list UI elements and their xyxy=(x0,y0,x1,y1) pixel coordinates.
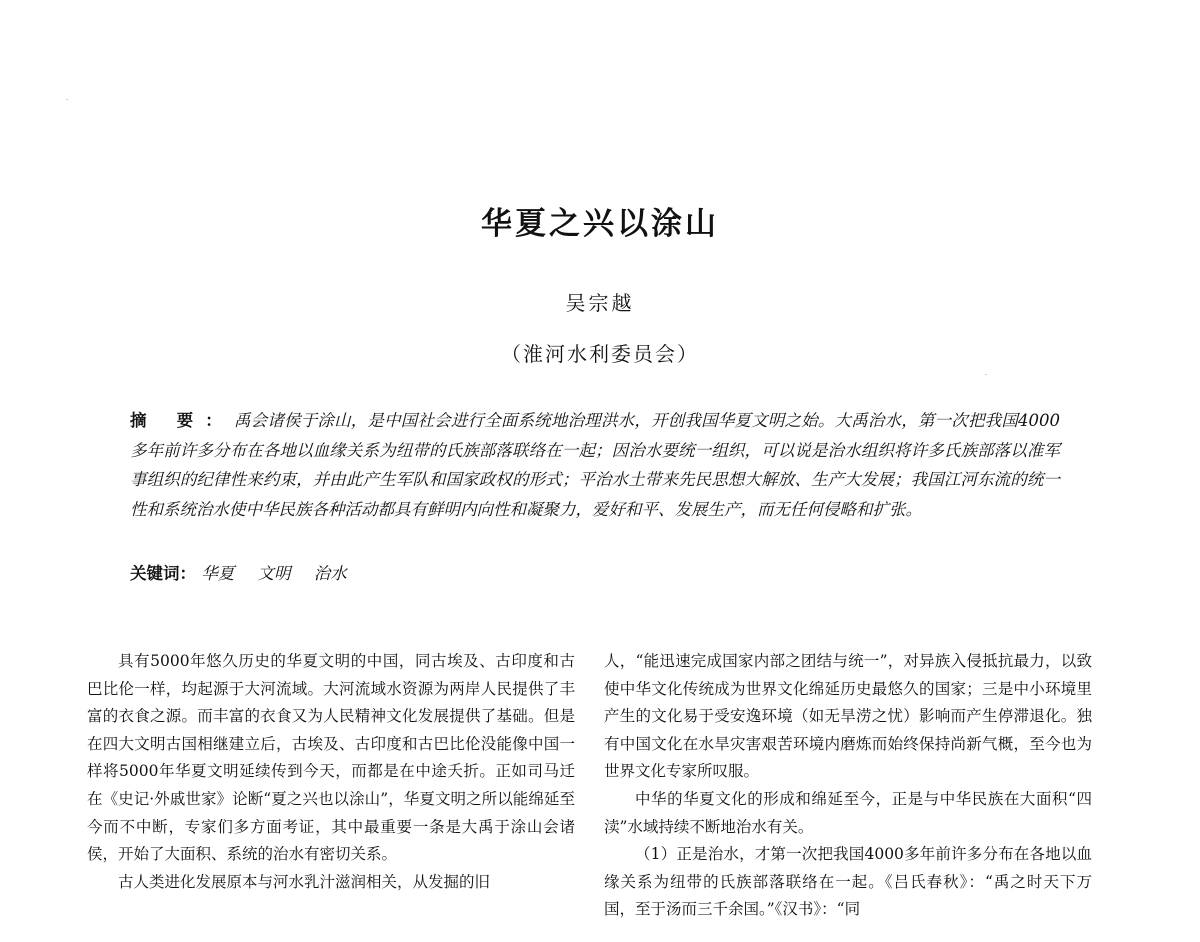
keyword-3: 治水 xyxy=(313,564,347,583)
abstract-label: 摘 要： xyxy=(130,411,234,430)
body-paragraph: 古人类进化发展原本与河水乳汁滋润相关，从发掘的旧 xyxy=(118,872,491,891)
abstract xyxy=(130,406,1060,524)
keyword-1: 华夏 xyxy=(201,564,235,583)
body-right-column xyxy=(604,648,1092,924)
keywords xyxy=(130,560,365,584)
paper-title: 华夏之兴以涂山 xyxy=(481,206,719,242)
body-paragraph: （1）正是治水，才第一次把我国4000多年前许多分布在各地以血缘关系为纽带的氏族部落联络在一起。《吕氏春秋》：“禹之时天下万国，至于汤而三千余国。”《汉书》：“同 xyxy=(604,845,1092,919)
abstract-text: 禹会诸侯于涂山，是中国社会进行全面系统地治理洪水，开创我国华夏文明之始。大禹治水，第一次把我国4000多年前许多分布在各地以血缘关系为纽带的氏族部落联络在一起；因治水要统一组织，可以说是治水组织将许多氏族部落以准军事组织的纪律性来约束，并由此产生军队和国家政权的形式；平治水土带来先民思想大解放、生产大发展；我国江河东流的统一性和系统治水使中华民族各种活动都具有鲜明内向性和凝聚力，爱好和平、发展生产，而无任何侵略和扩张。 xyxy=(130,411,1061,519)
body-paragraph: 具有5000年悠久历史的华夏文明的中国，同古埃及、古印度和古巴比伦一样，均起源于大河流域。大河流域水资源为两岸人民提供了丰富的衣食之源。而丰富的衣食又为人民精神文化发展提供了基础。但是在四大文明古国相继建立后，古埃及、古印度和古巴比伦没能像中国一样将5000年华夏文明延续传到今天，而都是在中途夭折。正如司马迁在《史记·外戚世家》论断“夏之兴也以涂山”，华夏文明之所以能绵延至今而不中断，专家们多方面考证，其中最重要一条是大禹于涂山会诸侯，开始了大面积、系统的治水有密切关系。 xyxy=(87,652,575,864)
keywords-label: 关键词： xyxy=(130,564,196,583)
body-paragraph: 人，“能迅速完成国家内部之团结与统一”，对异族入侵抵抗最力，以致使中华文化传统成为世界文化绵延历史最悠久的国家；三是中小环境里产生的文化易于受安逸环境（如无旱涝之忧）影响而产生停滞退化。独有中国文化在水旱灾害艰苦环境内磨炼而始终保持尚新气概，至今也为世界文化专家所叹服。 xyxy=(604,652,1092,781)
author-affiliation: （淮河水利委员会） xyxy=(501,342,699,366)
body-paragraph: 中华的华夏文化的形成和绵延至今，正是与中华民族在大面积“四渎”水域持续不断地治水有关。 xyxy=(604,789,1092,836)
scan-speck xyxy=(985,374,987,375)
scan-speck xyxy=(66,99,68,100)
body-left-column xyxy=(87,648,575,896)
author-name: 吴宗越 xyxy=(565,291,635,315)
keyword-2: 文明 xyxy=(257,564,291,583)
